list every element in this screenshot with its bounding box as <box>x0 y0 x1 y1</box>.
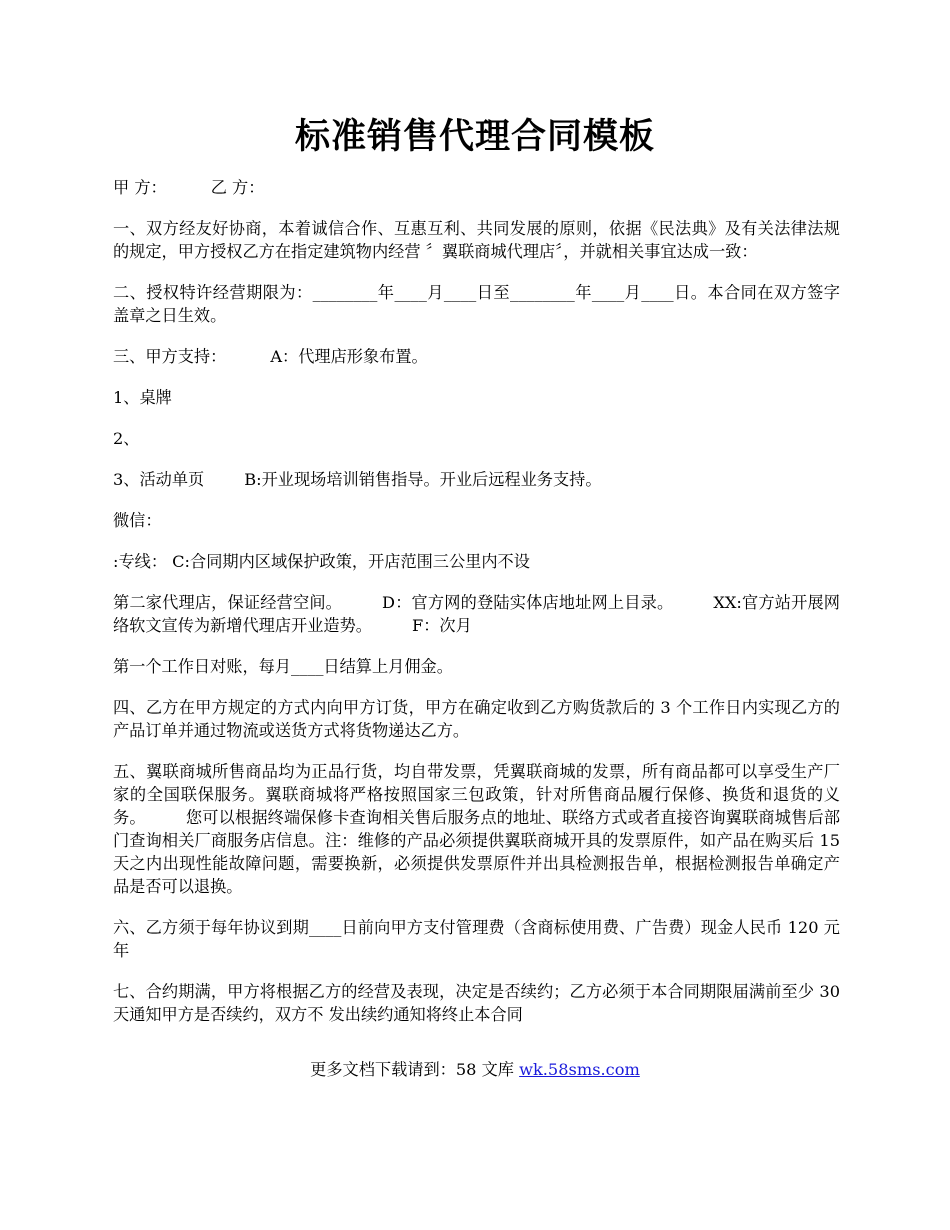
paragraph-12 <box>113 760 840 898</box>
paragraph-11: 四、乙方在甲方规定的方式内向甲方订货，甲方在确定收到乙方购货款后的 3 个工作日内实现乙方的产品订单并通过物流或送货方式将货物递达乙方。 <box>113 698 840 740</box>
paragraph-12-part-a: 五、翼联商城所售商品均为正品行货，均自带发票，凭翼联商城的发票，所有商品都可以享受生产厂家的全国联保服务。翼联商城将严格按照国家三包政策，针对所售商品履行保修、换货和退货的义务。 <box>113 762 840 827</box>
paragraph-9 <box>113 591 840 637</box>
paragraph-12-part-b: 您可以根据终端保修卡查询相关售后服务点的地址、联络方式或者直接咨询翼联商城售后部门查询相关厂商服务店信息。注：维修的产品必须提供翼联商城开具的发票原件，如产品在购买后 15 天之内出现性能故障问题，需要换新，必须提供发票原件并出具检测报告单，根据检测报告单确定产品是否可以退换。 <box>113 808 841 896</box>
party-b-label: 乙 方： <box>210 178 265 197</box>
paragraph-2: 二、授权特许经营期限为：________年____月____日至________年____月____日。本合同在双方签字盖章之日生效。 <box>113 283 840 325</box>
paragraph-9-part-b: D：官方网的登陆实体店地址网上目录。 <box>382 593 674 612</box>
paragraph-1: 一、双方经友好协商，本着诚信合作、互惠互利、共同发展的原则，依据《民法典》及有关法律法规的规定，甲方授权乙方在指定建筑物内经营 〞翼联商城代理店〞，并就相关事宜达成一致： <box>113 219 840 261</box>
paragraph-3-part-b: A：代理店形象布置。 <box>270 347 428 366</box>
footer-text: 更多文档下载请到：58 文库 <box>310 1060 520 1079</box>
paragraph-10: 第一个工作日对账，每月____日结算上月佣金。 <box>113 657 453 676</box>
footer-link[interactable]: wk.58sms.com <box>519 1060 640 1079</box>
paragraph-3-part-a: 三、甲方支持： <box>113 347 227 366</box>
document-body <box>113 176 840 1044</box>
paragraph-4: 1、桌牌 <box>113 388 172 407</box>
paragraph-8: :专线： C:合同期内区域保护政策，开店范围三公里内不设 <box>113 552 530 571</box>
paragraph-13: 六、乙方须于每年协议到期____日前向甲方支付管理费（含商标使用费、广告费）现金人民币 120 元年 <box>113 918 840 960</box>
paragraph-9-part-d: F：次月 <box>412 616 472 635</box>
document-title: 标准销售代理合同模板 <box>294 117 655 157</box>
paragraph-6-part-a: 3、活动单页 <box>113 470 205 489</box>
paragraph-7: 微信： <box>113 511 162 530</box>
paragraph-5: 2、 <box>113 429 140 448</box>
footer <box>0 1058 950 1082</box>
parties-line <box>113 176 840 199</box>
paragraph-14: 七、合约期满，甲方将根据乙方的经营及表现，决定是否续约；乙方必须于本合同期限届满前至少 30 天通知甲方是否续约，双方不 发出续约通知将终止本合同 <box>113 982 840 1024</box>
paragraph-6-part-b: B:开业现场培训销售指导。开业后远程业务支持。 <box>244 470 602 489</box>
paragraph-9-part-a: 第二家代理店，保证经营空间。 <box>113 593 343 612</box>
paragraph-3 <box>113 345 840 368</box>
paragraph-9-part-c: XX:官方站开展网络软文宣传为新增代理店开业造势。 <box>113 593 840 635</box>
paragraph-6 <box>113 468 840 491</box>
party-a-label: 甲 方： <box>113 178 167 197</box>
